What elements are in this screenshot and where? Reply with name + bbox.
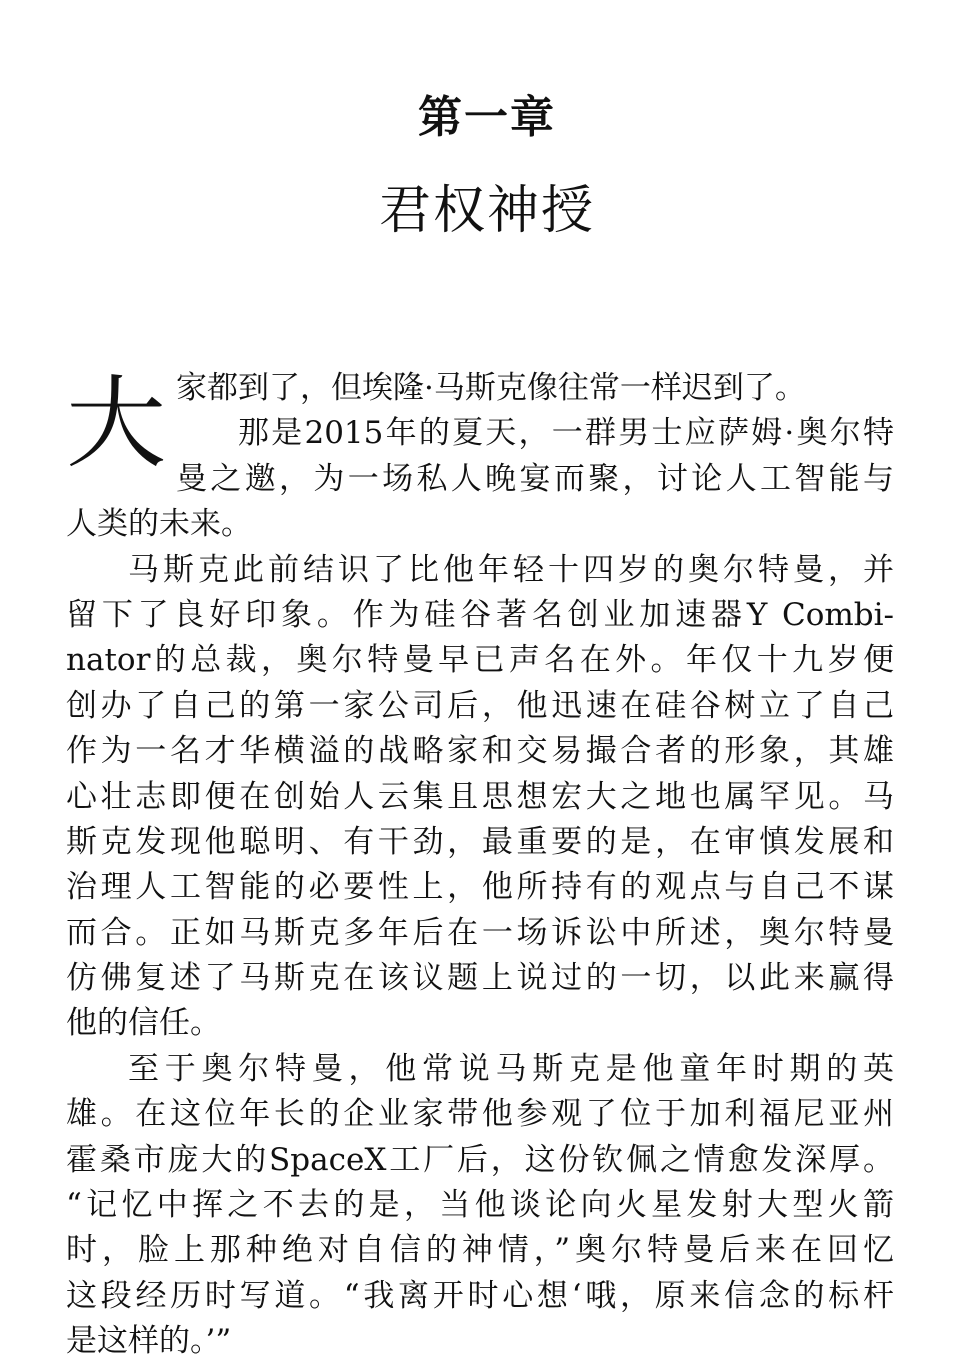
chapter-number: 第一章 xyxy=(418,92,556,143)
text-line: 雄。在这位年长的企业家带他参观了位于加利福尼亚州 xyxy=(66,1096,894,1133)
body-text xyxy=(66,366,894,1365)
text-line: 那是2015年的夏天，一群男士应萨姆·奥尔特 xyxy=(238,415,894,452)
text-line: 创办了自己的第一家公司后，他迅速在硅谷树立了自己 xyxy=(66,687,894,724)
text-line: 家都到了，但埃隆·马斯克像往常一样迟到了。 xyxy=(176,370,806,406)
text-line: 时，脸上那种绝对自信的神情，”奥尔特曼后来在回忆 xyxy=(66,1232,894,1269)
text-line: 是这样的。’” xyxy=(66,1323,232,1360)
chapter-title: 君权神授 xyxy=(378,181,595,241)
text-line: 而合。正如马斯克多年后在一场诉讼中所述，奥尔特曼 xyxy=(66,914,894,951)
text-line: 斯克发现他聪明、有干劲，最重要的是，在审慎发展和 xyxy=(66,823,894,860)
text-line: 人类的未来。 xyxy=(66,506,252,543)
text-line: 霍桑市庞大的SpaceX工厂后，这份钦佩之情愈发深厚。 xyxy=(66,1141,894,1178)
text-line: 这段经历时写道。“我离开时心想‘哦，原来信念的标杆 xyxy=(66,1277,894,1314)
text-line: 至于奥尔特曼，他常说马斯克是他童年时期的英 xyxy=(128,1050,894,1087)
drop-cap: 大 xyxy=(66,365,166,482)
text-line: 心壮志即便在创始人云集且思想宏大之地也属罕见。马 xyxy=(66,778,894,815)
text-line: 留下了良好印象。作为硅谷著名创业加速器Y Combi- xyxy=(66,596,894,633)
text-line: 仿佛复述了马斯克在该议题上说过的一切，以此来赢得 xyxy=(66,960,894,997)
text-line: 他的信任。 xyxy=(66,1005,221,1042)
text-line: 曼之邀，为一场私人晚宴而聚，讨论人工智能与 xyxy=(176,460,894,497)
text-line: 作为一名才华横溢的战略家和交易撮合者的形象，其雄 xyxy=(66,733,894,770)
text-line: nator的总裁，奥尔特曼早已声名在外。年仅十九岁便 xyxy=(66,642,894,679)
text-line: 马斯克此前结识了比他年轻十四岁的奥尔特曼，并 xyxy=(128,551,894,588)
text-line: 治理人工智能的必要性上，他所持有的观点与自己不谋 xyxy=(66,869,894,906)
text-line: “记忆中挥之不去的是，当他谈论向火星发射大型火箭 xyxy=(66,1187,894,1224)
